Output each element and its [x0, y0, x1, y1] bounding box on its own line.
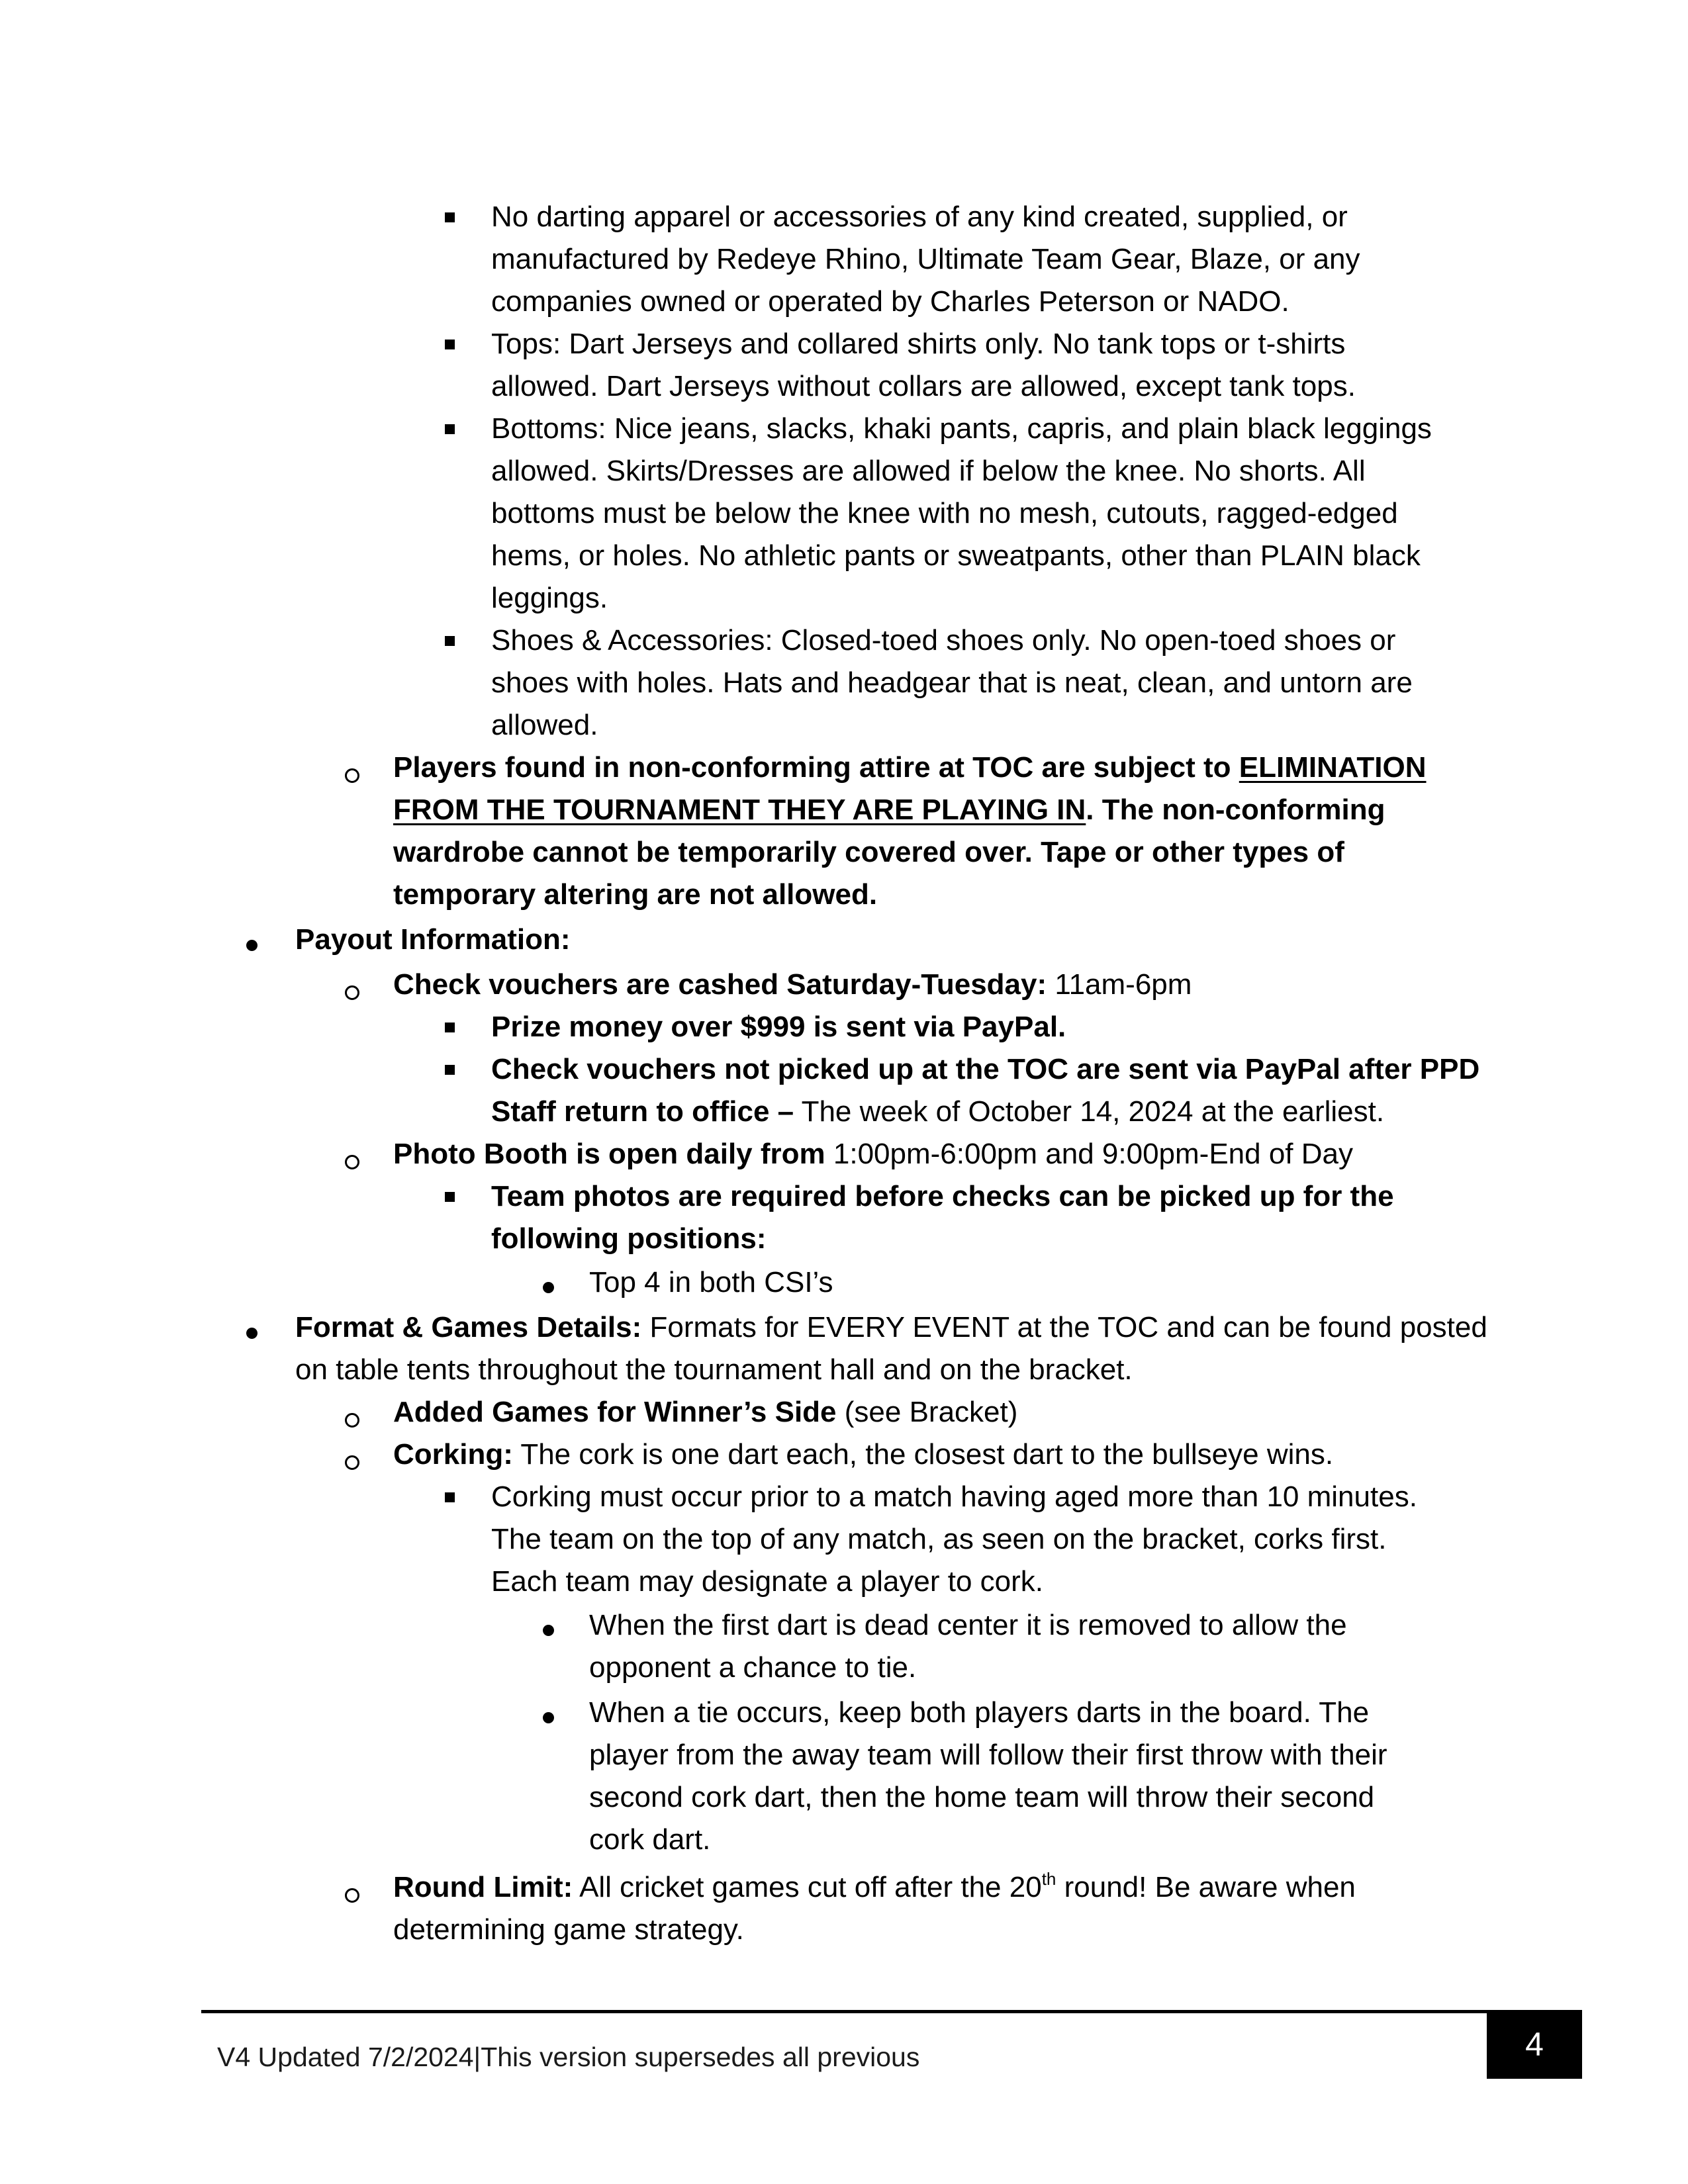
- square-bullet-icon: [445, 212, 455, 222]
- dress-item-3-line-1: Bottoms: Nice jeans, slacks, khaki pants, capris, and plain black leggings: [491, 412, 1432, 445]
- dress-item-4-line-1: Shoes & Accessories: Closed-toed shoes only. No open-toed shoes or: [491, 624, 1396, 657]
- footer-version-note: V4 Updated 7/2/2024|This version supersedes all previous: [217, 2042, 920, 2072]
- vouchers-paypal-line-1: Check vouchers not picked up at the TOC are sent via PayPal after PPD: [491, 1053, 1480, 1085]
- dress-item-3-line-3: bottoms must be below the knee with no mesh, cutouts, ragged-edged: [491, 497, 1398, 529]
- dress-item-3-line-5: leggings.: [491, 582, 608, 614]
- tie-rule-line-2: player from the away team will follow their first throw with their: [589, 1739, 1387, 1771]
- tie-rule-line-1: When a tie occurs, keep both players darts in the board. The: [589, 1696, 1370, 1729]
- check-vouchers-hours: Check vouchers are cashed Saturday-Tuesday: 11am-6pm: [393, 968, 1192, 1001]
- square-bullet-icon: [445, 1023, 455, 1032]
- dress-item-1-line-3: companies owned or operated by Charles Peterson or NADO.: [491, 285, 1289, 318]
- bullet-icon: [543, 1625, 554, 1636]
- tie-rule-line-3: second cork dart, then the home team will throw their second: [589, 1781, 1375, 1813]
- circle-bullet-icon: [345, 768, 359, 783]
- attire-warning-line-1: Players found in non-conforming attire at TOC are subject to ELIMINATION: [393, 751, 1427, 784]
- dress-item-2-line-2: allowed. Dart Jerseys without collars are allowed, except tank tops.: [491, 370, 1356, 402]
- team-photos-line-1: Team photos are required before checks can be picked up for the: [491, 1180, 1394, 1212]
- attire-warning-line-3: wardrobe cannot be temporarily covered over. Tape or other types of: [393, 836, 1344, 868]
- format-heading-line-1: Format & Games Details: Formats for EVERY EVENT at the TOC and can be found posted: [295, 1311, 1487, 1343]
- dress-item-4-line-2: shoes with holes. Hats and headgear that is neat, clean, and untorn are: [491, 666, 1413, 699]
- round-limit-line-2: determining game strategy.: [393, 1913, 744, 1946]
- bullet-icon: [543, 1282, 554, 1293]
- tie-rule-line-4: cork dart.: [589, 1823, 711, 1856]
- attire-warning-line-4: temporary altering are not allowed.: [393, 878, 878, 911]
- photo-booth-hours: Photo Booth is open daily from 1:00pm-6:00pm and 9:00pm-End of Day: [393, 1138, 1354, 1170]
- vouchers-paypal-line-2: Staff return to office – The week of October 14, 2024 at the earliest.: [491, 1095, 1385, 1128]
- round-limit-line-1: Round Limit: All cricket games cut off after the 20th round! Be aware when: [393, 1869, 1356, 1903]
- team-photos-line-2: following positions:: [491, 1222, 767, 1255]
- attire-warning-line-2: FROM THE TOURNAMENT THEY ARE PLAYING IN. The non-conforming: [393, 794, 1385, 826]
- dress-item-1-line-1: No darting apparel or accessories of any kind created, supplied, or: [491, 201, 1348, 233]
- format-heading-line-2: on table tents throughout the tournament hall and on the bracket.: [295, 1353, 1133, 1386]
- dress-item-4-line-3: allowed.: [491, 709, 598, 741]
- square-bullet-icon: [445, 636, 455, 646]
- dead-center-line-2: opponent a chance to tie.: [589, 1651, 917, 1684]
- cork-timing-line-3: Each team may designate a player to cork.: [491, 1565, 1043, 1598]
- dress-item-3-line-2: allowed. Skirts/Dresses are allowed if below the knee. No shorts. All: [491, 455, 1366, 487]
- dress-item-3-line-4: hems, or holes. No athletic pants or sweatpants, other than PLAIN black: [491, 539, 1421, 572]
- added-games: Added Games for Winner’s Side (see Bracket): [393, 1396, 1018, 1428]
- cork-timing-line-2: The team on the top of any match, as seen on the bracket, corks first.: [491, 1523, 1387, 1555]
- square-bullet-icon: [445, 1065, 455, 1075]
- square-bullet-icon: [445, 1492, 455, 1502]
- dress-item-1-line-2: manufactured by Redeye Rhino, Ultimate Team Gear, Blaze, or any: [491, 243, 1360, 275]
- circle-bullet-icon: [345, 985, 359, 1000]
- circle-bullet-icon: [345, 1413, 359, 1428]
- circle-bullet-icon: [345, 1155, 359, 1169]
- page-number: 4: [1487, 2010, 1582, 2079]
- square-bullet-icon: [445, 340, 455, 349]
- dress-item-2-line-1: Tops: Dart Jerseys and collared shirts only. No tank tops or t-shirts: [491, 328, 1346, 360]
- cork-timing-line-1: Corking must occur prior to a match having aged more than 10 minutes.: [491, 1480, 1417, 1513]
- bullet-icon: [246, 1328, 258, 1339]
- dead-center-line-1: When the first dart is dead center it is removed to allow the: [589, 1609, 1347, 1641]
- paypal-prize-note: Prize money over $999 is sent via PayPal.: [491, 1011, 1066, 1043]
- circle-bullet-icon: [345, 1888, 359, 1903]
- corking-rule: Corking: The cork is one dart each, the closest dart to the bullseye wins.: [393, 1438, 1334, 1471]
- payout-heading: Payout Information:: [295, 923, 571, 956]
- footer-rule: [201, 2010, 1487, 2013]
- circle-bullet-icon: [345, 1455, 359, 1470]
- bullet-icon: [246, 940, 258, 951]
- square-bullet-icon: [445, 424, 455, 434]
- bullet-icon: [543, 1712, 554, 1723]
- top4-positions: Top 4 in both CSI’s: [589, 1266, 833, 1298]
- square-bullet-icon: [445, 1192, 455, 1202]
